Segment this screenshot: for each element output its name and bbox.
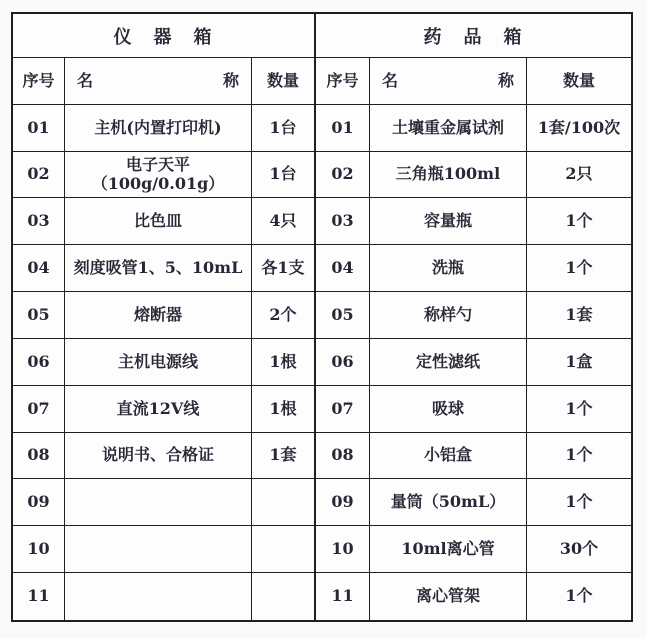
instrument-box-title: 仪 器 箱: [13, 14, 314, 58]
row-qty-cell: 1个: [527, 198, 631, 245]
row-qty-cell: 各1支: [252, 245, 314, 292]
row-index-cell: 09: [13, 479, 65, 526]
instrument-box-table: [13, 14, 316, 620]
row-index-cell: 11: [13, 573, 65, 620]
header-name-left: 名: [382, 70, 399, 90]
row-name-cell: 称样勺: [370, 292, 527, 339]
row-name-cell: 电子天平（100g/0.01g）: [65, 152, 252, 199]
row-index-cell: 07: [316, 386, 370, 433]
row-name-cell: 洗瓶: [370, 245, 527, 292]
row-index-cell: 09: [316, 479, 370, 526]
row-qty-cell: [252, 573, 314, 620]
header-name-left: 名: [77, 70, 94, 90]
row-qty-cell: 1台: [252, 152, 314, 199]
row-index-cell: 02: [13, 152, 65, 199]
row-name-cell: 说明书、合格证: [65, 433, 252, 480]
row-index-cell: 10: [316, 526, 370, 573]
row-index-cell: 08: [316, 433, 370, 480]
row-name-cell: 比色皿: [65, 198, 252, 245]
row-name-cell: 主机电源线: [65, 339, 252, 386]
row-qty-cell: 2只: [527, 152, 631, 199]
row-name-cell: [65, 479, 252, 526]
row-index-cell: 03: [316, 198, 370, 245]
row-qty-cell: 1根: [252, 386, 314, 433]
row-qty-cell: 1个: [527, 433, 631, 480]
header-index: 序号: [316, 58, 370, 105]
row-qty-cell: 1台: [252, 105, 314, 152]
row-index-cell: 05: [316, 292, 370, 339]
header-qty: 数量: [252, 58, 314, 105]
row-name-cell: 直流12V线: [65, 386, 252, 433]
row-index-cell: 07: [13, 386, 65, 433]
row-index-cell: 06: [13, 339, 65, 386]
row-qty-cell: 1个: [527, 386, 631, 433]
header-name-right: 称: [222, 70, 239, 90]
row-qty-cell: 1个: [565, 586, 593, 606]
inventory-table: [11, 12, 633, 622]
row-index-cell: 05: [13, 292, 65, 339]
row-index-cell: 01: [13, 105, 65, 152]
row-qty-cell: 1个: [527, 245, 631, 292]
row-name-cell: 小铝盒: [370, 433, 527, 480]
row-name-cell: 离心管架: [370, 573, 527, 620]
reagent-box-table: [316, 14, 631, 620]
row-name-cell: 10ml离心管: [370, 526, 527, 573]
row-qty-cell: 30个: [527, 526, 631, 573]
header-index: 序号: [13, 58, 65, 105]
row-name-cell: 容量瓶: [370, 198, 527, 245]
row-qty-cell: 2个: [252, 292, 314, 339]
row-qty-cell: 1盒: [527, 339, 631, 386]
row-index-cell: 04: [13, 245, 65, 292]
reagent-box-title: 药 品 箱: [316, 14, 631, 58]
row-index-cell: 04: [316, 245, 370, 292]
row-name-cell: 土壤重金属试剂: [370, 105, 527, 152]
row-qty-cell: [252, 479, 314, 526]
row-name-cell: 量筒（50mL）: [370, 479, 527, 526]
row-name-cell: [65, 573, 252, 620]
row-qty-cell: [252, 526, 314, 573]
row-qty-cell: 4只: [252, 198, 314, 245]
row-index-cell: 06: [316, 339, 370, 386]
row-name-cell: 熔断器: [65, 292, 252, 339]
row-name-cell: 刻度吸管1、5、10mL: [65, 245, 252, 292]
row-index-cell: 02: [316, 152, 370, 199]
header-qty: 数量: [527, 58, 631, 105]
row-index-cell: 01: [316, 105, 370, 152]
row-index-cell: 10: [13, 526, 65, 573]
header-name: [370, 58, 527, 105]
row-qty-cell: 1套: [527, 292, 631, 339]
row-name-cell: 三角瓶100ml: [370, 152, 527, 199]
row-qty-cell: 1根: [252, 339, 314, 386]
row-qty-cell: 1个: [527, 479, 631, 526]
row-qty-cell: 1套/100次: [527, 105, 631, 152]
row-index-cell: 08: [13, 433, 65, 480]
row-name-cell: 主机(内置打印机): [65, 105, 252, 152]
row-name-cell: [65, 526, 252, 573]
row-qty-cell: 1套: [252, 433, 314, 480]
row-index-cell: 03: [13, 198, 65, 245]
header-name-right: 称: [497, 70, 514, 90]
header-name: [65, 58, 252, 105]
row-index-cell: 11: [316, 573, 370, 620]
row-name-cell: 吸球: [370, 386, 527, 433]
row-name-cell: 定性滤纸: [370, 339, 527, 386]
